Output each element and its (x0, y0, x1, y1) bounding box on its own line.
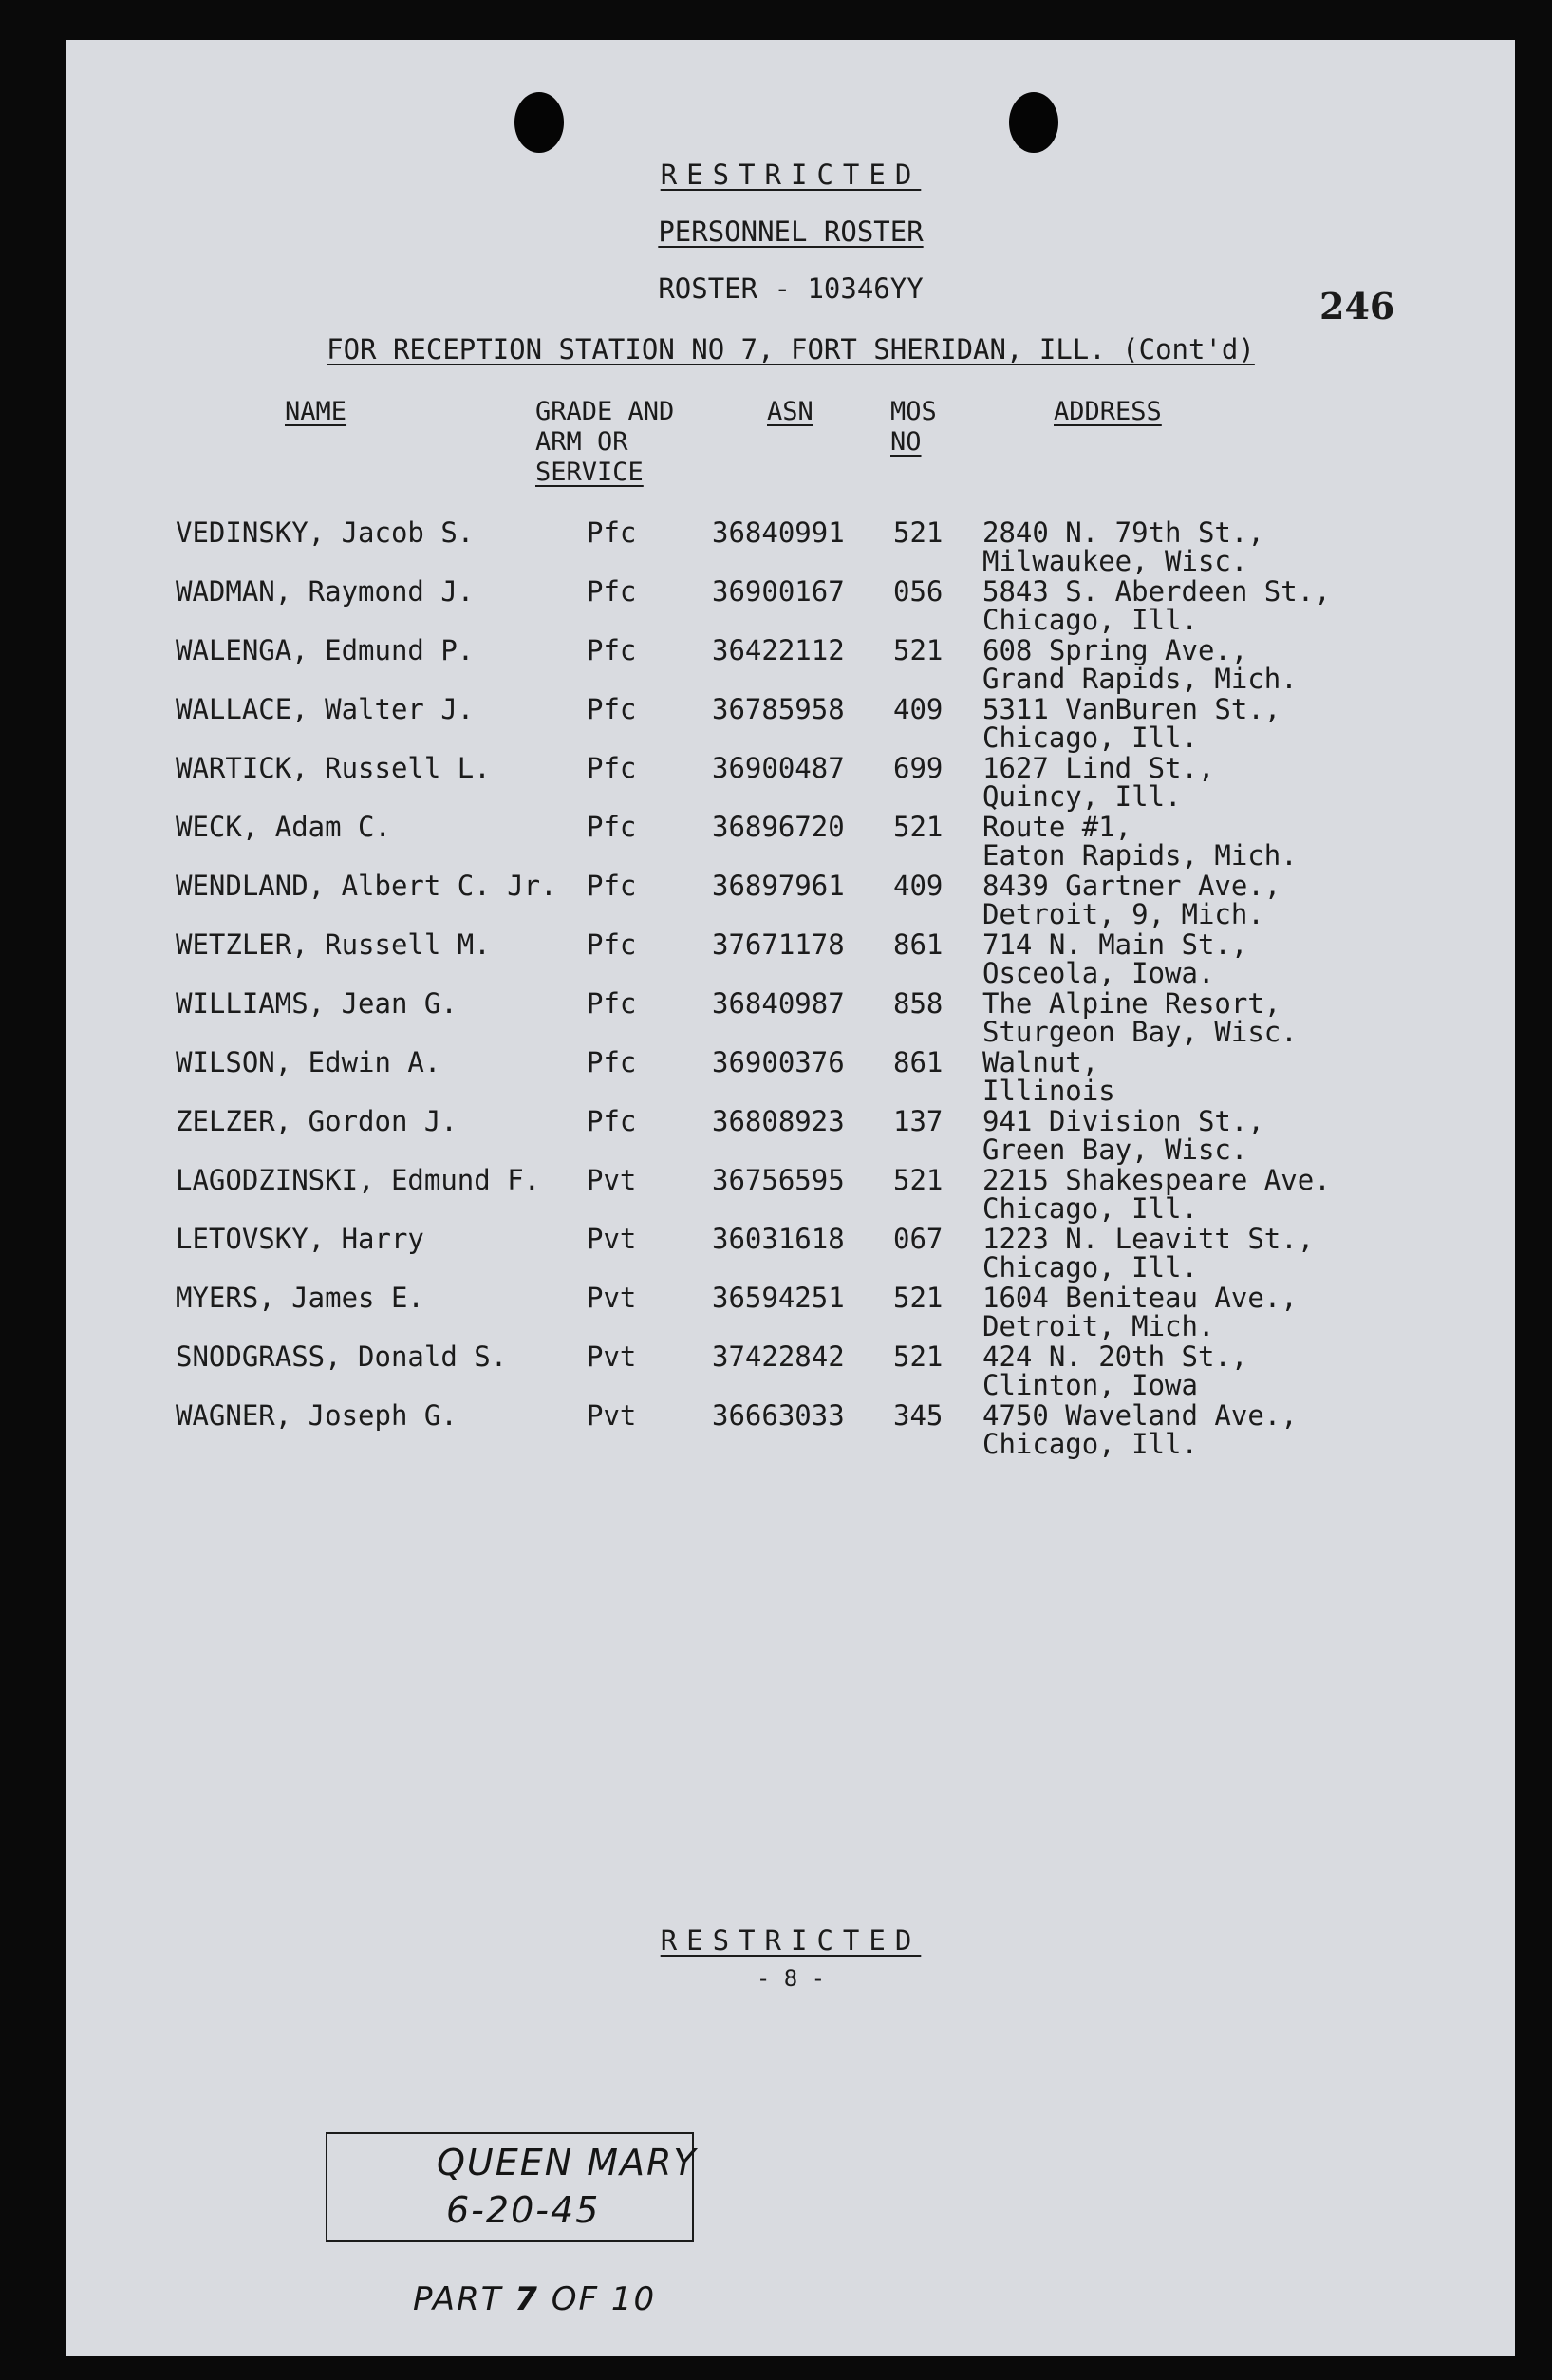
col-header-grade: GRADE AND ARM OR SERVICE (535, 397, 675, 487)
row-address-line1: 1627 Lind St., (982, 752, 1215, 784)
roster-title: PERSONNEL ROSTER (658, 216, 924, 248)
row-mos: 056 (893, 575, 944, 608)
table-row (66, 516, 1515, 575)
page-number: 246 (1319, 285, 1395, 328)
table-row (66, 1282, 1515, 1340)
row-address-line2: Chicago, Ill. (982, 604, 1198, 636)
table-row (66, 1046, 1515, 1105)
handwritten-part: PART 7 OF 10 (413, 2280, 657, 2318)
row-address-line1: Walnut, (982, 1046, 1099, 1078)
row-name: MYERS, James E. (176, 1282, 424, 1314)
row-address-line2: Grand Rapids, Mich. (982, 663, 1298, 695)
row-mos: 067 (893, 1223, 944, 1255)
row-mos: 345 (893, 1399, 944, 1432)
footer-page-number: - 8 - (756, 1965, 826, 1992)
row-address-line1: 5843 S. Aberdeen St., (982, 575, 1331, 608)
table-row (66, 811, 1515, 870)
table-row (66, 870, 1515, 928)
row-name: LAGODZINSKI, Edmund F. (176, 1164, 541, 1196)
row-grade: Pvt (587, 1223, 637, 1255)
row-asn: 36897961 (712, 870, 845, 902)
row-grade: Pfc (587, 575, 637, 608)
row-mos: 699 (893, 752, 944, 784)
row-mos: 861 (893, 928, 944, 961)
row-address-line2: Eaton Rapids, Mich. (982, 839, 1298, 871)
row-address-line2: Milwaukee, Wisc. (982, 545, 1248, 577)
row-grade: Pfc (587, 870, 637, 902)
row-name: WILLIAMS, Jean G. (176, 987, 458, 1020)
row-grade: Pvt (587, 1282, 637, 1314)
table-row (66, 1105, 1515, 1164)
row-address-line2: Detroit, 9, Mich. (982, 898, 1264, 930)
row-address-line1: 714 N. Main St., (982, 928, 1248, 961)
row-address-line1: 424 N. 20th St., (982, 1340, 1248, 1373)
row-mos: 521 (893, 1282, 944, 1314)
row-asn: 37671178 (712, 928, 845, 961)
row-grade: Pfc (587, 1046, 637, 1078)
station-heading: FOR RECEPTION STATION NO 7, FORT SHERIDAN, ILL. (Cont'd) (327, 333, 1255, 365)
handwritten-ship: QUEEN MARY (437, 2142, 698, 2183)
row-mos: 521 (893, 811, 944, 843)
row-address-line1: 2215 Shakespeare Ave. (982, 1164, 1331, 1196)
row-grade: Pvt (587, 1399, 637, 1432)
handwritten-date: 6-20-45 (446, 2189, 601, 2231)
row-name: VEDINSKY, Jacob S. (176, 516, 475, 549)
row-asn: 36756595 (712, 1164, 845, 1196)
row-mos: 521 (893, 516, 944, 549)
row-address-line1: 4750 Waveland Ave., (982, 1399, 1298, 1432)
row-grade: Pfc (587, 634, 637, 666)
row-name: WALLACE, Walter J. (176, 693, 475, 725)
row-name: WALENGA, Edmund P. (176, 634, 475, 666)
row-grade: Pfc (587, 752, 637, 784)
col-header-address: ADDRESS (1054, 397, 1162, 426)
row-address-line1: 8439 Gartner Ave., (982, 870, 1281, 902)
row-name: WECK, Adam C. (176, 811, 391, 843)
punch-hole (514, 92, 564, 153)
row-address-line2: Quincy, Ill. (982, 780, 1182, 813)
classification-footer: RESTRICTED (660, 1924, 922, 1957)
roster-number: ROSTER - 10346YY (658, 272, 924, 305)
row-asn: 36808923 (712, 1105, 845, 1137)
row-grade: Pfc (587, 1105, 637, 1137)
row-address-line2: Sturgeon Bay, Wisc. (982, 1016, 1298, 1048)
row-address-line2: Illinois (982, 1075, 1115, 1107)
table-row (66, 575, 1515, 634)
row-mos: 521 (893, 634, 944, 666)
row-address-line2: Chicago, Ill. (982, 1251, 1198, 1284)
row-grade: Pvt (587, 1164, 637, 1196)
row-mos: 137 (893, 1105, 944, 1137)
row-name: WADMAN, Raymond J. (176, 575, 475, 608)
row-mos: 409 (893, 870, 944, 902)
col-header-asn: ASN (767, 397, 813, 426)
row-mos: 861 (893, 1046, 944, 1078)
row-asn: 36663033 (712, 1399, 845, 1432)
row-address-line2: Green Bay, Wisc. (982, 1134, 1248, 1166)
row-grade: Pfc (587, 516, 637, 549)
row-asn: 37422842 (712, 1340, 845, 1373)
row-asn: 36896720 (712, 811, 845, 843)
row-address-line1: Route #1, (982, 811, 1132, 843)
row-grade: Pfc (587, 987, 637, 1020)
row-address-line2: Clinton, Iowa (982, 1369, 1198, 1401)
row-address-line1: 1223 N. Leavitt St., (982, 1223, 1315, 1255)
row-address-line1: The Alpine Resort, (982, 987, 1281, 1020)
col-header-mos: MOS NO (890, 397, 937, 457)
row-asn: 36031618 (712, 1223, 845, 1255)
row-mos: 521 (893, 1164, 944, 1196)
table-row (66, 1164, 1515, 1223)
row-asn: 36900487 (712, 752, 845, 784)
row-asn: 36785958 (712, 693, 845, 725)
row-name: ZELZER, Gordon J. (176, 1105, 458, 1137)
classification-header: RESTRICTED (660, 159, 922, 191)
row-address-line2: Detroit, Mich. (982, 1310, 1215, 1342)
table-row (66, 928, 1515, 987)
row-address-line2: Chicago, Ill. (982, 1428, 1198, 1460)
row-address-line2: Chicago, Ill. (982, 1192, 1198, 1225)
row-address-line1: 941 Division St., (982, 1105, 1264, 1137)
table-row (66, 634, 1515, 693)
table-row (66, 693, 1515, 752)
row-mos: 409 (893, 693, 944, 725)
row-name: LETOVSKY, Harry (176, 1223, 424, 1255)
row-grade: Pfc (587, 811, 637, 843)
row-mos: 521 (893, 1340, 944, 1373)
row-name: WILSON, Edwin A. (176, 1046, 441, 1078)
row-asn: 36840991 (712, 516, 845, 549)
row-asn: 36594251 (712, 1282, 845, 1314)
table-row (66, 1223, 1515, 1282)
row-address-line1: 5311 VanBuren St., (982, 693, 1281, 725)
row-asn: 36900167 (712, 575, 845, 608)
col-header-name: NAME (285, 397, 347, 426)
row-address-line2: Osceola, Iowa. (982, 957, 1215, 989)
row-mos: 858 (893, 987, 944, 1020)
row-name: WAGNER, Joseph G. (176, 1399, 458, 1432)
row-name: WARTICK, Russell L. (176, 752, 491, 784)
row-asn: 36900376 (712, 1046, 845, 1078)
row-asn: 36422112 (712, 634, 845, 666)
row-address-line2: Chicago, Ill. (982, 721, 1198, 754)
row-grade: Pvt (587, 1340, 637, 1373)
row-asn: 36840987 (712, 987, 845, 1020)
table-row (66, 1340, 1515, 1399)
document-page (66, 40, 1515, 2356)
row-address-line1: 608 Spring Ave., (982, 634, 1248, 666)
row-address-line1: 1604 Beniteau Ave., (982, 1282, 1298, 1314)
row-name: WETZLER, Russell M. (176, 928, 491, 961)
table-row (66, 987, 1515, 1046)
row-grade: Pfc (587, 693, 637, 725)
row-name: SNODGRASS, Donald S. (176, 1340, 508, 1373)
table-row (66, 752, 1515, 811)
row-address-line1: 2840 N. 79th St., (982, 516, 1264, 549)
row-name: WENDLAND, Albert C. Jr. (176, 870, 557, 902)
punch-hole (1009, 92, 1058, 153)
row-grade: Pfc (587, 928, 637, 961)
table-row (66, 1399, 1515, 1458)
